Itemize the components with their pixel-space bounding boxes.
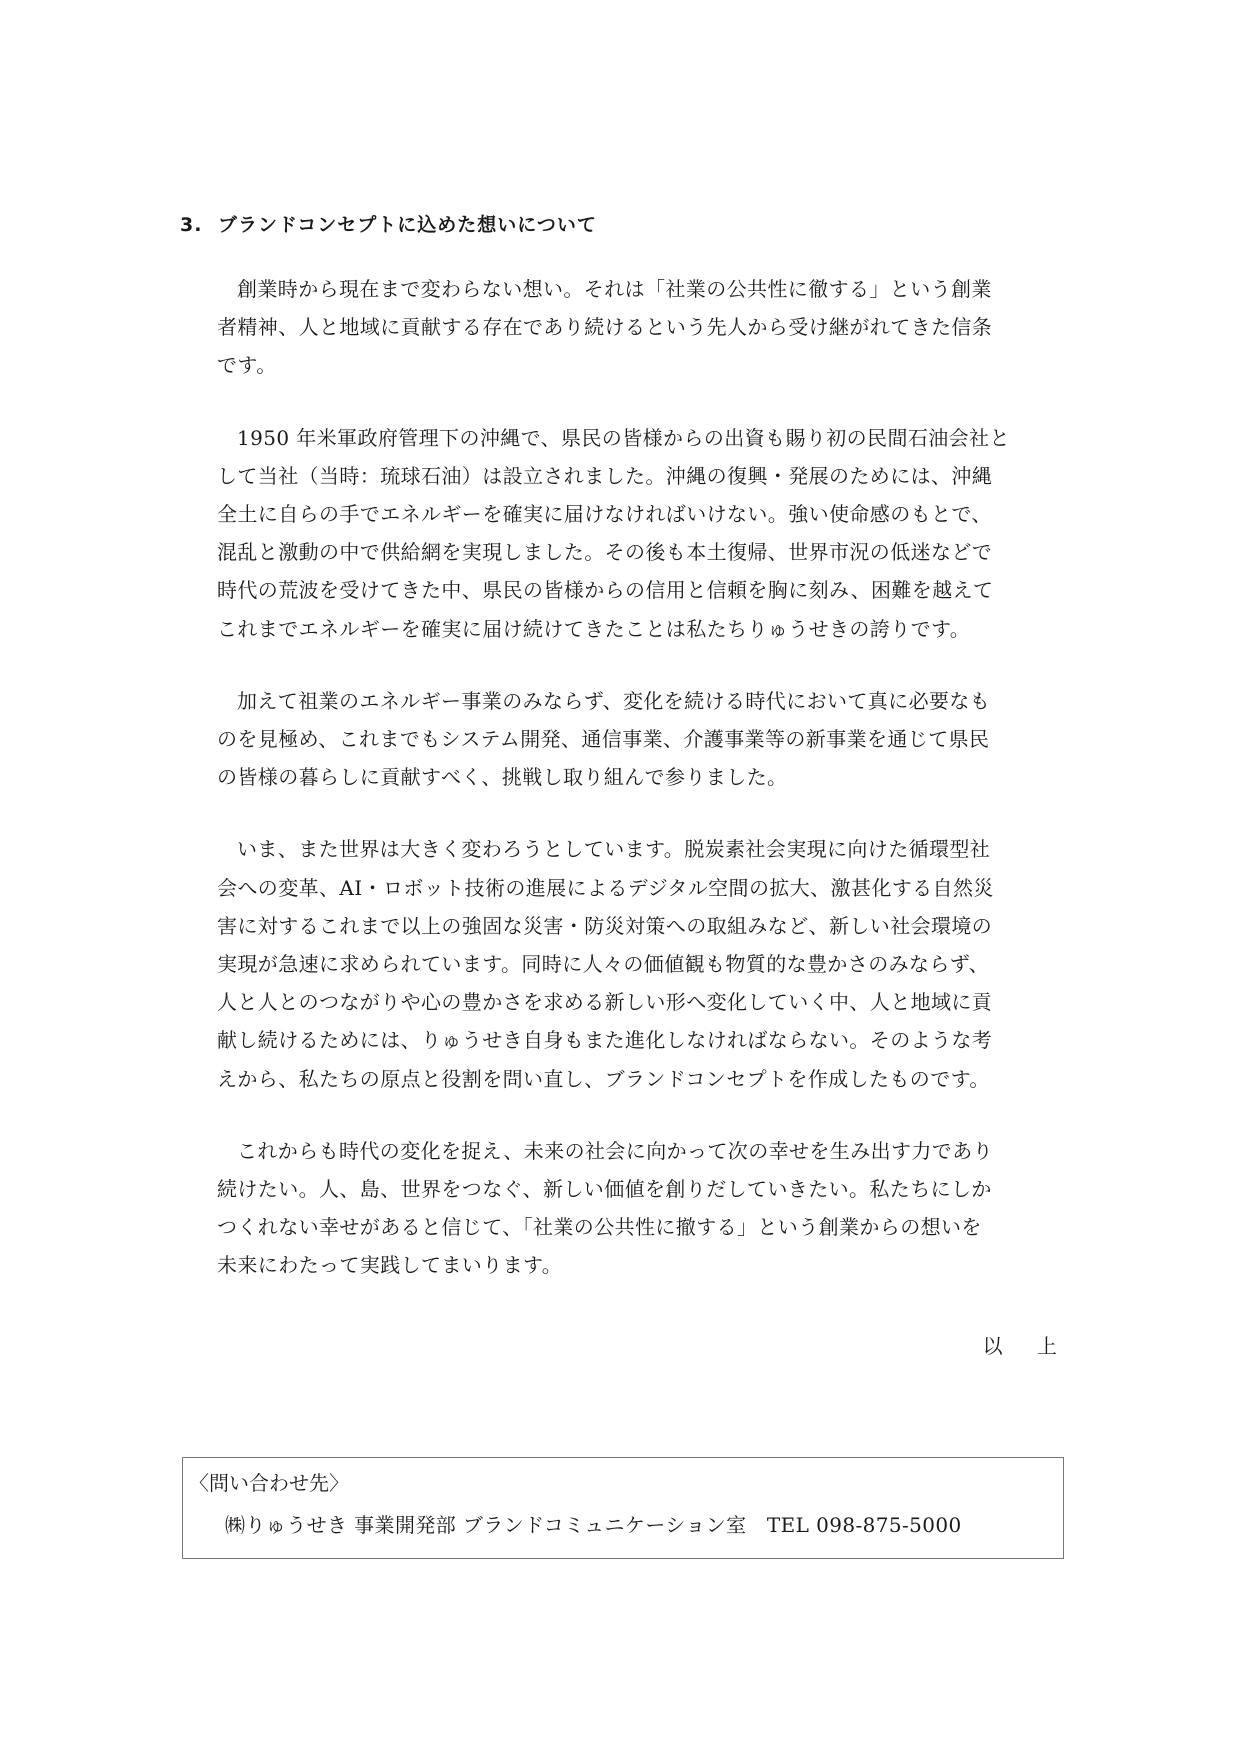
paragraph-line: 時代の荒波を受けてきた中、県民の皆様からの信用と信頼を胸に刻み、困難を越えて (217, 578, 994, 603)
paragraph-changing-world (217, 830, 1057, 1097)
paragraph-new-business (217, 682, 1057, 797)
paragraph-line: 創業時から現在まで変わらない想い。それは「社業の公共性に徹する」という創業 (237, 277, 992, 301)
paragraph-line: 全土に自らの手でエネルギーを確実に届けなければいけない。強い使命感のもとで、 (217, 502, 992, 527)
paragraph-line: 未来にわたって実践してまいります。 (217, 1253, 563, 1278)
paragraph-line: の皆様の暮らしに貢献すべく、挑戦し取り組んで参りました。 (217, 765, 788, 790)
paragraph-line: いま、また世界は大きく変わろうとしています。脱炭素社会実現に向けた循環型社 (237, 837, 991, 862)
paragraph-line: これからも時代の変化を捉え、未来の社会に向かって次の幸せを生み出す力であり (237, 1138, 993, 1163)
paragraph-line: つくれない幸せがあると信じて、「社業の公共性に撤する」という創業からの想いを (217, 1215, 982, 1240)
paragraph-line: 混乱と激動の中で供給網を実現しました。その後も本土復帰、世界市況の低迷などで (217, 540, 993, 565)
section-number: 3. (180, 214, 203, 236)
paragraph-line: 会への変革、AI・ロボット技術の進展によるデジタル空間の拡大、激甚化する自然災 (217, 875, 994, 900)
closing-mark: 以 上 (982, 1334, 1071, 1358)
paragraph-history (217, 419, 1057, 648)
contact-box (182, 1457, 1064, 1559)
paragraph-line: 人と人とのつながりや心の豊かさを求める新しい形へ変化していく中、人と地域に貢 (217, 990, 993, 1015)
paragraph-line: 加えて祖業のエネルギー事業のみならず、変化を続ける時代において真に必要なも (237, 688, 991, 713)
paragraph-line: のを見極め、これまでもシステム開発、通信事業、介護事業等の新事業を通じて県民 (217, 727, 990, 752)
paragraph-line: 害に対するこれまで以上の強固な災害・防災対策への取組みなど、新しい社会環境の (217, 913, 993, 938)
paragraph-line: して当社（当時：琉球石油）は設立されました。沖縄の復興・発展のためには、沖縄 (217, 463, 993, 488)
section-title: ブランドコンセプトに込めた想いについて (218, 214, 597, 236)
paragraph-line: 1950 年米軍政府管理下の沖縄で、県民の皆様からの出資も賜り初の民間石油会社と (237, 425, 1010, 450)
paragraph-line: 続けたい。人、島、世界をつなぐ、新しい価値を創りだしていきたい。私たちにしか (217, 1177, 992, 1202)
contact-detail: ㈱りゅうせき 事業開発部 ブランドコミュニケーション室 TEL 098-875-5000 (225, 1513, 962, 1537)
paragraph-line: です。 (217, 353, 277, 378)
paragraph-founding-spirit (217, 270, 1057, 385)
section-heading (180, 210, 597, 237)
paragraph-line: 献し続けるためには、りゅうせき自身もまた進化しなければならない。そのような考 (217, 1028, 993, 1053)
paragraph-line: これまでエネルギーを確実に届け続けてきたことは私たちりゅうせきの誇りです。 (217, 616, 971, 641)
contact-title: 〈問い合わせ先〉 (189, 1471, 349, 1495)
paragraph-line: 実現が急速に求められています。同時に人々の価値観も物質的な豊かさのみならず、 (217, 952, 989, 977)
paragraph-line: 者精神、人と地域に貢献する存在であり続けるという先人から受け継がれてきた信条 (217, 315, 993, 340)
paragraph-future (217, 1132, 1057, 1285)
paragraph-line: えから、私たちの原点と役割を問い直し、ブランドコンセプトを作成したものです。 (217, 1066, 990, 1091)
body-text (217, 270, 1057, 1319)
